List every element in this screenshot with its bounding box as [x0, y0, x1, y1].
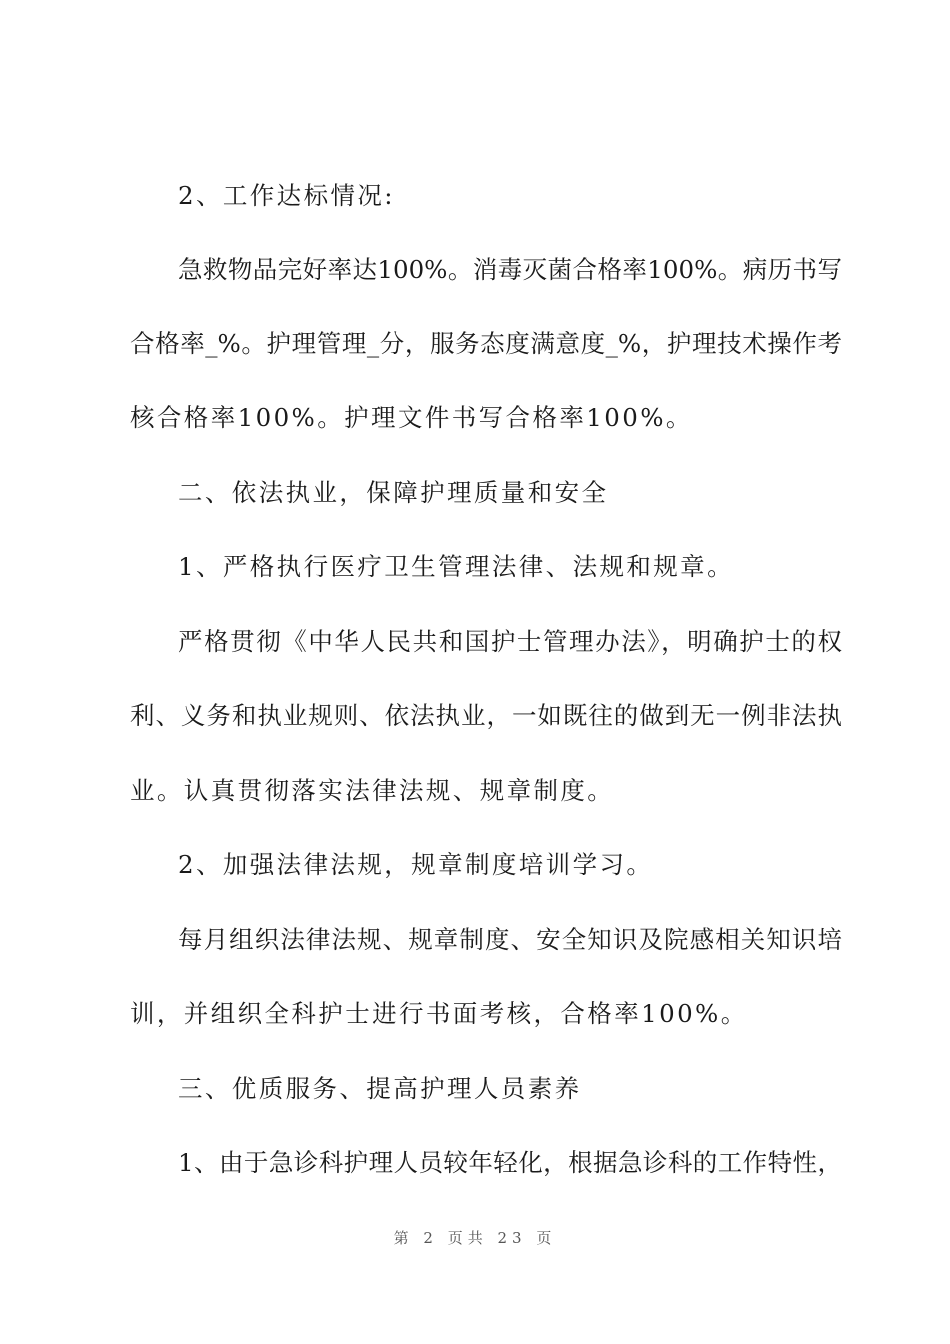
- section-heading-quality-service: 三、优质服务、提高护理人员素养: [178, 1074, 582, 1103]
- paragraph-line: 急救物品完好率达100%。消毒灭菌合格率100%。病历书写: [178, 255, 842, 284]
- paragraph-line: 1、由于急诊科护理人员较年轻化，根据急诊科的工作特性，: [178, 1148, 842, 1177]
- paragraph-line: 核合格率100%。护理文件书写合格率100%。: [130, 403, 693, 432]
- subheading-strict-execution: 1、严格执行医疗卫生管理法律、法规和规章。: [178, 552, 734, 581]
- paragraph-line: 利、义务和执业规则、依法执业，一如既往的做到无一例非法执: [130, 701, 842, 730]
- subheading-work-standards: 2、工作达标情况:: [178, 181, 395, 210]
- page-number-footer: 第 2 页共 23 页: [393, 1229, 557, 1247]
- paragraph-line: 每月组织法律法规、规章制度、安全知识及院感相关知识培: [178, 925, 842, 954]
- section-heading-lawful-practice: 二、依法执业，保障护理质量和安全: [178, 478, 609, 507]
- subheading-training: 2、加强法律法规，规章制度培训学习。: [178, 850, 654, 879]
- paragraph-line: 业。认真贯彻落实法律法规、规章制度。: [130, 776, 615, 805]
- paragraph-line: 训，并组织全科护士进行书面考核，合格率100%。: [130, 999, 748, 1028]
- paragraph-line: 严格贯彻《中华人民共和国护士管理办法》，明确护士的权: [178, 627, 842, 656]
- paragraph-line: 合格率_%。护理管理_分，服务态度满意度_%，护理技术操作考: [130, 329, 842, 358]
